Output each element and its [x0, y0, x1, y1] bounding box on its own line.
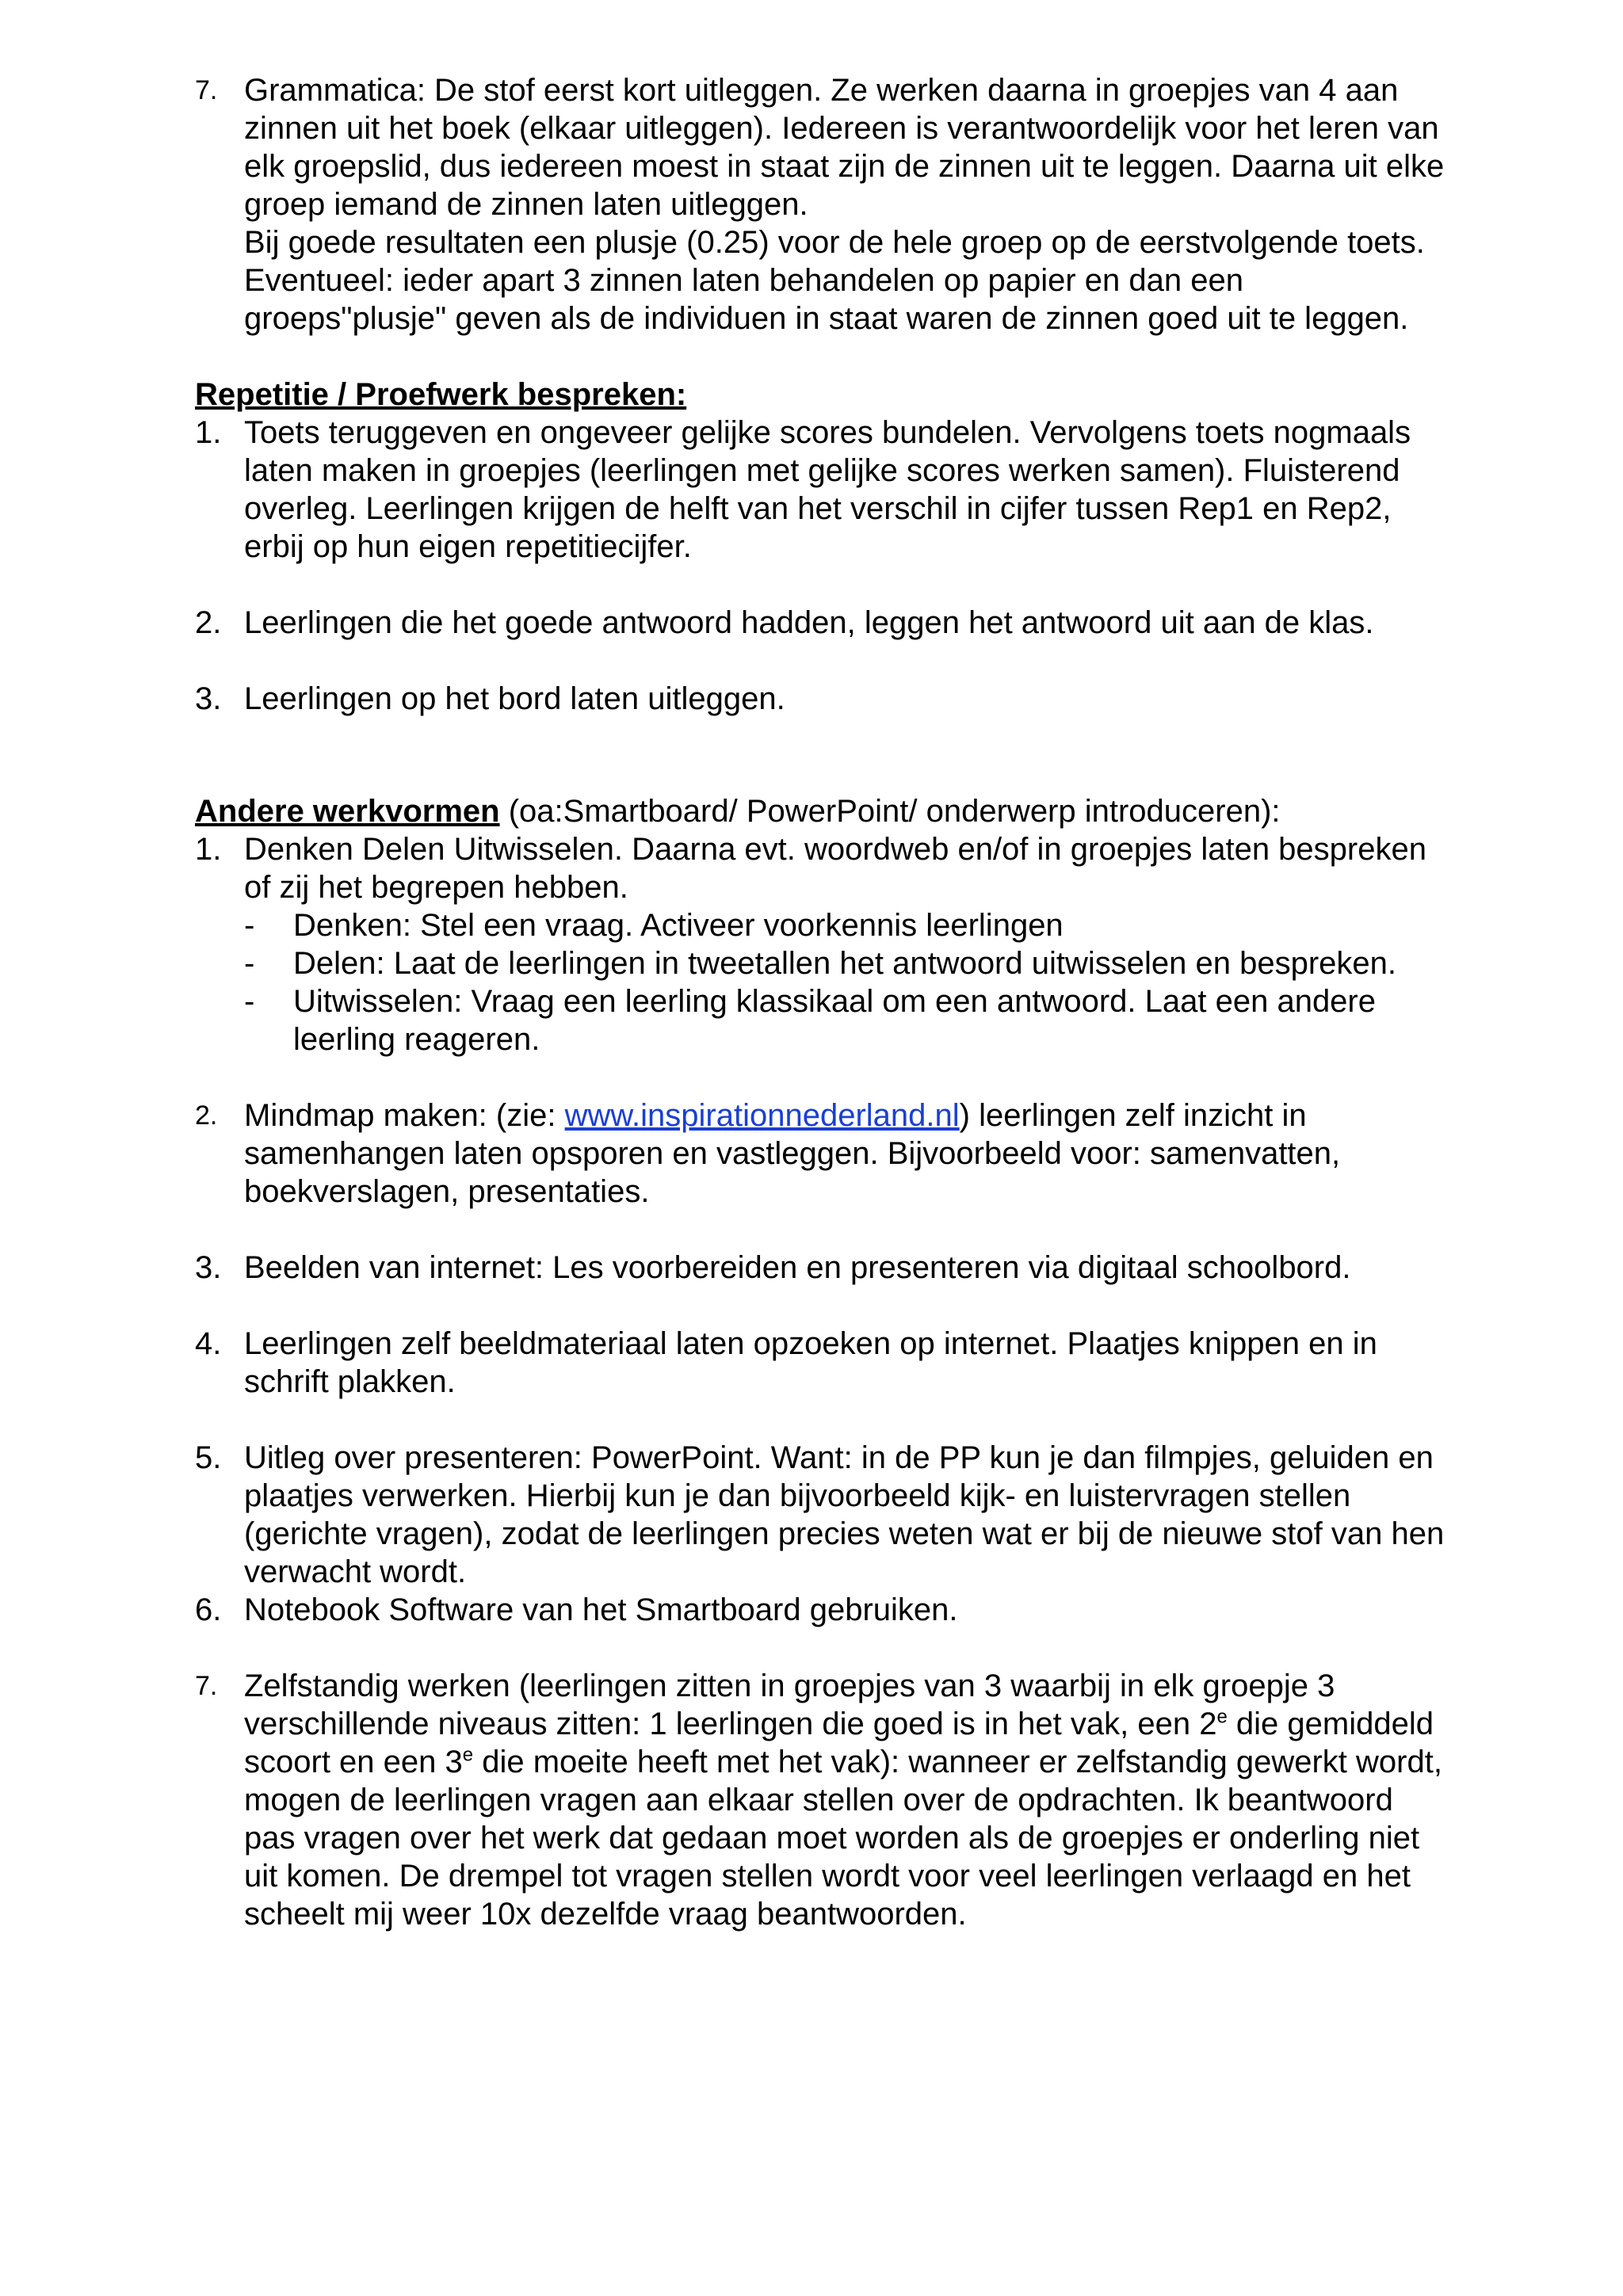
- document-content: [195, 71, 1447, 1933]
- item-text-c: die moeite heeft met het vak): wanneer er zelfstandig gewerkt wordt, mogen de leerlingen vragen aan elkaar stellen over de opdrachten. Ik beantwoord pas vragen over het werk dat gedaan moet worden als de groepjes er onderling niet uit komen. De drempel tot vragen stellen wordt voor veel leerlingen verlaagd en het scheelt mij weer 10x dezelfde vraag beantwoorden.: [244, 1745, 1442, 1932]
- andere-item-4: [195, 1325, 1447, 1401]
- item-number: 3.: [195, 681, 222, 716]
- item-text-continued: Bij goede resultaten een plusje (0.25) voor de hele groep op de eerstvolgende toets. Eventueel: ieder apart 3 zinnen laten behandelen op papier en dan een groeps"plusje" geven als de individuen in staat waren de zinnen goed uit te leggen.: [244, 225, 1425, 336]
- andere-item-7: [195, 1667, 1447, 1933]
- superscript-e: e: [1216, 1706, 1228, 1728]
- andere-item-3: [195, 1249, 1447, 1287]
- andere-heading-suffix: (oa:Smartboard/ PowerPoint/ onderwerp introduceren):: [499, 794, 1281, 829]
- andere-heading: Andere werkvormen: [195, 794, 500, 829]
- item-text: Grammatica: De stof eerst kort uitleggen. Ze werken daarna in groepjes van 4 aan zinnen uit het boek (elkaar uitleggen). Iedereen is verantwoordelijk voor het leren van elk groepslid, dus iedereen moest in staat zijn de zinnen uit te leggen. Daarna uit elke groep iemand de zinnen laten uitleggen.: [244, 73, 1445, 222]
- item-number: 1.: [195, 415, 222, 450]
- item-text: [244, 1097, 1447, 1211]
- item-number: 2.: [195, 605, 222, 640]
- item-text: Leerlingen zelf beeldmateriaal laten opzoeken op internet. Plaatjes knippen en in schrift plakken.: [244, 1326, 1377, 1399]
- item-text: Toets teruggeven en ongeveer gelijke scores bundelen. Vervolgens toets nogmaals laten maken in groepjes (leerlingen met gelijke scores werken samen). Fluisterend overleg. Leerlingen krijgen de helft van het verschil in cijfer tussen Rep1 en Rep2, erbij op hun eigen repetitiecijfer.: [244, 415, 1411, 564]
- repetitie-item-3: [195, 680, 1447, 718]
- dash-bullet: -: [244, 908, 255, 943]
- superscript-e: e: [462, 1744, 474, 1766]
- item-number: 7.: [195, 1671, 218, 1701]
- item-number: 1.: [195, 832, 222, 867]
- dash-bullet: -: [244, 946, 255, 981]
- item-text: Uitleg over presenteren: PowerPoint. Want: in de PP kun je dan filmpjes, geluiden en plaatjes verwerken. Hierbij kun je dan bijvoorbeeld kijk- en luistervragen stellen (gerichte vragen), zodat de leerlingen precies weten wat er bij de nieuwe stof van hen verwacht wordt.: [244, 1440, 1445, 1589]
- item-text: Beelden van internet: Les voorbereiden en presenteren via digitaal schoolbord.: [244, 1250, 1351, 1285]
- andere-item-6: [195, 1591, 1447, 1629]
- sub-item-text: Delen: Laat de leerlingen in tweetallen het antwoord uitwisselen en bespreken.: [293, 946, 1397, 981]
- inspiration-link[interactable]: www.inspirationnederland.nl: [564, 1098, 960, 1133]
- item-number: 4.: [195, 1326, 222, 1361]
- sub-item-text: Denken: Stel een vraag. Activeer voorkennis leerlingen: [293, 908, 1064, 943]
- repetitie-item-1: [195, 414, 1447, 566]
- item-text-suffix: ) leerlingen zelf inzicht in samenhangen laten opsporen en vastleggen. Bijvoorbeeld voor: samenvatten, boekverslagen, presentaties.: [244, 1098, 1341, 1209]
- sub-item-uitwisselen: [244, 982, 1447, 1058]
- item-number: 3.: [195, 1250, 222, 1285]
- item-number: 7.: [195, 75, 218, 105]
- item-text: [244, 1667, 1447, 1933]
- andere-item-1: [195, 830, 1447, 1058]
- item-text: Notebook Software van het Smartboard gebruiken.: [244, 1592, 958, 1627]
- item-text-prefix: Mindmap maken: (zie:: [244, 1098, 565, 1133]
- item-text: Leerlingen die het goede antwoord hadden, leggen het antwoord uit aan de klas.: [244, 605, 1374, 640]
- andere-heading-line: [195, 792, 1447, 830]
- repetitie-item-2: [195, 604, 1447, 642]
- sub-item-denken: [244, 906, 1447, 944]
- andere-item-2: [195, 1097, 1447, 1211]
- sub-item-delen: [244, 944, 1447, 982]
- item-text: Leerlingen op het bord laten uitleggen.: [244, 681, 785, 716]
- item-text-a: Zelfstandig werken (leerlingen zitten in groepjes van 3 waarbij in elk groepje 3 verschillende niveaus zitten: 1 leerlingen die goed is in het vak, een 2: [244, 1669, 1335, 1741]
- item-text: Denken Delen Uitwisselen. Daarna evt. woordweb en/of in groepjes laten bespreken of zij het begrepen hebben.: [244, 832, 1426, 905]
- item-number: 2.: [195, 1100, 218, 1131]
- item-text-b: die gemiddeld scoort en een 3: [244, 1707, 1434, 1779]
- andere-item-5: [195, 1439, 1447, 1591]
- repetitie-heading: Repetitie / Proefwerk bespreken:: [195, 377, 687, 412]
- item-number: 6.: [195, 1592, 222, 1627]
- item-number: 5.: [195, 1440, 222, 1475]
- grammatica-item: [195, 71, 1447, 338]
- dash-bullet: -: [244, 984, 255, 1019]
- sub-item-text: Uitwisselen: Vraag een leerling klassikaal om een antwoord. Laat een andere leerling reageren.: [293, 984, 1376, 1057]
